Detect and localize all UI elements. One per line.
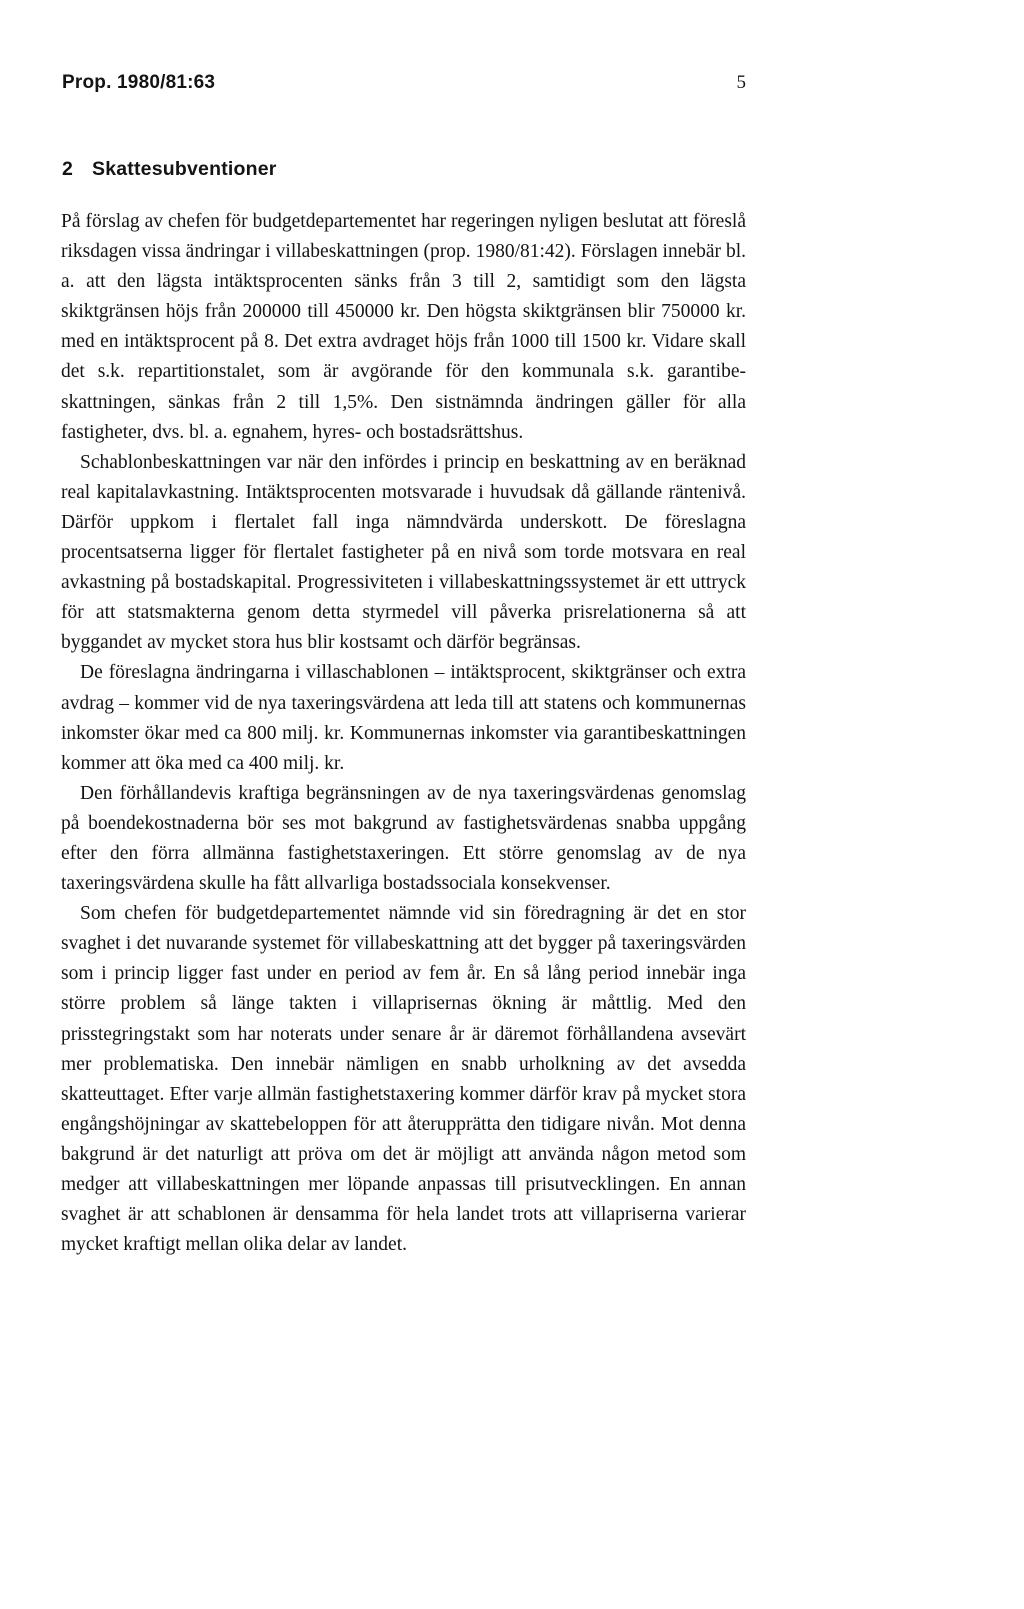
paragraph-4: Den förhållandevis kraftiga begränsningen av de nya taxeringsvärdenas genomslag på boendekostnaderna bör ses mot bakgrund av fastighetsvärdenas snabba uppgång efter den förra allmänna fastighetstaxeringen. Ett större genomslag av de nya taxeringsvärdena skulle ha fått allvarliga bostadssociala konsekvenser. bbox=[61, 782, 746, 895]
paragraph-2: Schablonbeskattningen var när den infördes i princip en beskattning av en beräknad real kapitalavkastning. Intäktsprocenten motsvarade i huvudsak då gällande räntenivå. Därför uppkom i flertalet fall inga nämndvärda underskott. De föreslagna procentsatserna ligger för flertalet fastigheter på en nivå som torde motsvara en real avkastning på bostadskapital. Progressiviteten i villabeskattningssystemet är ett uttryck för att statsmakterna genom detta styrmedel vill påverka prisrelationerna så att byggandet av mycket stora hus blir kostsamt och därför begränsas. bbox=[61, 451, 746, 654]
document-reference: Prop. 1980/81:63 bbox=[62, 72, 216, 93]
section-number: 2 bbox=[62, 158, 74, 180]
paragraph-3: De föreslagna ändringarna i villaschablonen – intäktsprocent, skiktgränser och extra avdrag – kommer vid de nya taxeringsvärdena att leda till att statens och kommunernas inkomster ökar med ca 800 milj. kr. Kommunernas inkomster via garantibeskattningen kommer att öka med ca 400 milj. kr. bbox=[61, 662, 746, 774]
section-title: Skattesubventioner bbox=[92, 158, 277, 180]
page-number: 5 bbox=[736, 72, 746, 93]
section-heading bbox=[62, 158, 277, 181]
paragraph-5: Som chefen för budgetdepartementet nämnde vid sin föredragning är det en stor svaghet i det nuvarande systemet för villabeskattning att det bygger på taxeringsvärden som i princip ligger fast under en period av fem år. En så lång period innebär inga större problem så länge takten i villaprisernas ökning är måttlig. Med den prisstegringstakt som har noterats under senare år är däremot förhållandena avsevärt mer problematiska. Den innebär nämligen en snabb urholkning av det avsedda skatteuttaget. Efter varje allmän fastighetstaxering kommer därför krav på mycket stora engångshöjningar av skattebeloppen för att återupprätta den tidigare nivån. Mot denna bakgrund är det naturligt att pröva om det är möjligt att använda någon metod som medger att villabeskattningen mer löpande anpassas till prisutvecklingen. En annan svaghet är att schablonen är densamma för hela landet trots att villapriserna varierar mycket kraftigt mellan olika delar av landet. bbox=[61, 903, 746, 1256]
paragraph-1: På förslag av chefen för budgetdepartementet har regeringen nyligen beslutat att föreslå riksdagen vissa ändringar i villabeskattningen (prop. 1980/81:42). Förslagen innebär bl. a. att den lägsta intäktsprocenten sänks från 3 till 2, samtidigt som den lägsta skiktgränsen höjs från 200000 till 450000 kr. Den högsta skiktgränsen blir 750000 kr. med en intäktsprocent på 8. Det extra avdraget höjs från 1000 till 1500 kr. Vidare skall det s.k. repartitionstalet, som är avgörande för den kommunala s.k. garantibeskattningen, sänkas från 2 till 1,5%. Den sistnämnda ändringen gäller för alla fastigheter, dvs. bl. a. egnahem, hyres- och bostadsrättshus. bbox=[61, 211, 746, 443]
running-header bbox=[62, 72, 746, 98]
body-text bbox=[61, 207, 746, 1260]
